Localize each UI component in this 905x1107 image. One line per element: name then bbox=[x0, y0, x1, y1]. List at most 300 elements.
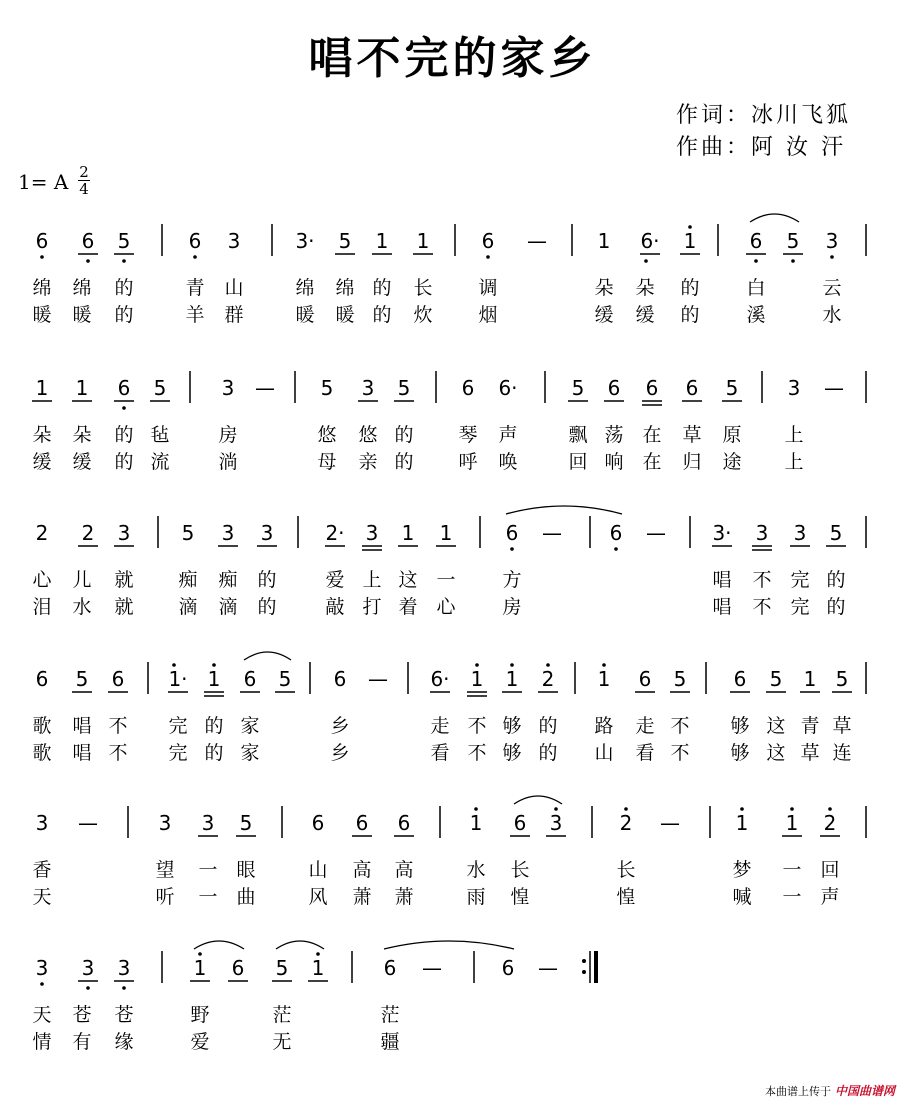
lyric-char: 绵 bbox=[335, 277, 355, 299]
lyric-char: 不 bbox=[670, 742, 690, 764]
lyric-char: 完 bbox=[790, 596, 810, 618]
lyric-char: 一 bbox=[436, 569, 456, 591]
lyric-char: 爱 bbox=[325, 569, 345, 591]
lyric-char: 完 bbox=[168, 742, 188, 764]
lyric-char: 缓 bbox=[594, 304, 614, 326]
lyric-char: 的 bbox=[394, 451, 414, 473]
note: 6 bbox=[81, 229, 95, 253]
lyric-char: 着 bbox=[398, 596, 418, 618]
tie-slur bbox=[514, 796, 562, 804]
note: 1 bbox=[735, 811, 749, 835]
note: 1 bbox=[311, 956, 325, 980]
high-octave-dot bbox=[546, 663, 550, 667]
note: 1 bbox=[439, 521, 453, 545]
tie-slur bbox=[750, 214, 799, 222]
lyric-char: 惶 bbox=[510, 886, 530, 908]
lyric-char: 就 bbox=[114, 596, 134, 618]
lyric-char: 暖 bbox=[32, 304, 52, 326]
note: 3 bbox=[221, 521, 235, 545]
lyric-char: 淌 bbox=[218, 451, 238, 473]
high-octave-dot bbox=[740, 807, 744, 811]
high-octave-dot bbox=[828, 807, 832, 811]
lyric-char: 绵 bbox=[295, 277, 315, 299]
note: — bbox=[660, 811, 680, 835]
lyric-char: 一 bbox=[782, 886, 802, 908]
note: 1 bbox=[193, 956, 207, 980]
lyric-char: 这 bbox=[766, 715, 786, 737]
note: — bbox=[538, 956, 558, 980]
lyric-char: 不 bbox=[108, 715, 128, 737]
lyric-char: 一 bbox=[198, 859, 218, 881]
lyric-char: 惶 bbox=[616, 886, 636, 908]
lyric-char: 苍 bbox=[114, 1004, 134, 1026]
note: 3 bbox=[81, 956, 95, 980]
lyric-char: 唤 bbox=[498, 451, 518, 473]
high-octave-dot bbox=[198, 952, 202, 956]
lyric-char: 的 bbox=[114, 277, 134, 299]
lyric-char: 滴 bbox=[218, 596, 238, 618]
repeat-dot bbox=[582, 959, 586, 963]
note: 1 bbox=[401, 521, 415, 545]
note: 5 bbox=[829, 521, 843, 545]
note: 6 bbox=[461, 376, 475, 400]
lyric-char: 青 bbox=[800, 715, 820, 737]
note: 6 bbox=[333, 667, 347, 691]
note: 6 bbox=[645, 376, 659, 400]
note: 6 bbox=[35, 229, 49, 253]
lyric-char: 乡 bbox=[330, 715, 350, 737]
note: 2 bbox=[541, 667, 555, 691]
lyric-char: 曲 bbox=[236, 886, 256, 908]
lyric-char: 完 bbox=[168, 715, 188, 737]
note: 2 bbox=[823, 811, 837, 835]
low-octave-dot bbox=[86, 259, 90, 263]
lyric-char: 心 bbox=[436, 596, 456, 618]
lyric-char: 绵 bbox=[72, 277, 92, 299]
lyric-char: 房 bbox=[502, 596, 522, 618]
lyric-char: 的 bbox=[680, 277, 700, 299]
high-octave-dot bbox=[475, 663, 479, 667]
lyric-char: 完 bbox=[790, 569, 810, 591]
lyric-char: 梦 bbox=[732, 859, 752, 881]
lyric-char: 爱 bbox=[190, 1031, 210, 1053]
time-signature-top: 2 bbox=[79, 163, 89, 181]
note: 1 bbox=[683, 229, 697, 253]
note: 5 bbox=[835, 667, 849, 691]
lyric-char: 的 bbox=[257, 569, 277, 591]
lyric-char: 打 bbox=[362, 596, 382, 618]
note: 6 bbox=[188, 229, 202, 253]
lyric-char: 归 bbox=[682, 451, 702, 473]
note: 3· bbox=[295, 229, 315, 253]
note: 3 bbox=[549, 811, 563, 835]
lyric-char: 的 bbox=[372, 304, 392, 326]
note: 3 bbox=[117, 956, 131, 980]
low-octave-dot bbox=[791, 259, 795, 263]
low-octave-dot bbox=[193, 255, 197, 259]
lyric-char: 上 bbox=[784, 424, 804, 446]
lyric-char: 够 bbox=[502, 715, 522, 737]
lyric-char: 房 bbox=[218, 424, 238, 446]
lyric-char: 乡 bbox=[330, 742, 350, 764]
note: 1 bbox=[597, 229, 611, 253]
lyric-char: 水 bbox=[72, 596, 92, 618]
low-octave-dot bbox=[122, 406, 126, 410]
lyric-char: 飘 bbox=[568, 424, 588, 446]
lyric-char: 连 bbox=[832, 742, 852, 764]
low-octave-dot bbox=[754, 259, 758, 263]
note: 5 bbox=[571, 376, 585, 400]
note: 5 bbox=[153, 376, 167, 400]
lyric-char: 云 bbox=[822, 277, 842, 299]
lyric-char: 缘 bbox=[114, 1031, 134, 1053]
high-octave-dot bbox=[554, 807, 558, 811]
note: 1 bbox=[375, 229, 389, 253]
note: 5 bbox=[275, 956, 289, 980]
high-octave-dot bbox=[624, 807, 628, 811]
note: 3 bbox=[755, 521, 769, 545]
lyric-char: 走 bbox=[430, 715, 450, 737]
note: 1 bbox=[75, 376, 89, 400]
high-octave-dot bbox=[212, 663, 216, 667]
lyric-char: 山 bbox=[594, 742, 614, 764]
lyric-char: 悠 bbox=[317, 424, 337, 446]
lyric-char: 天 bbox=[32, 886, 52, 908]
lyric-char: 荡 bbox=[604, 424, 624, 446]
lyric-char: 草 bbox=[832, 715, 852, 737]
footer bbox=[765, 1082, 895, 1099]
lyric-char: 白 bbox=[746, 277, 766, 299]
lyric-char: 疆 bbox=[380, 1031, 400, 1053]
note: 6 bbox=[733, 667, 747, 691]
lyric-char: 高 bbox=[394, 859, 414, 881]
tie-slur bbox=[276, 941, 324, 949]
lyric-char: 够 bbox=[502, 742, 522, 764]
lyric-char: 溪 bbox=[746, 304, 766, 326]
note: 1 bbox=[597, 667, 611, 691]
high-octave-dot bbox=[510, 663, 514, 667]
note: 1 bbox=[35, 376, 49, 400]
lyric-char: 路 bbox=[594, 715, 614, 737]
note: 3 bbox=[793, 521, 807, 545]
lyric-char: 的 bbox=[204, 742, 224, 764]
lyric-char: 看 bbox=[635, 742, 655, 764]
lyric-char: 儿 bbox=[72, 569, 92, 591]
lyric-char: 响 bbox=[604, 451, 624, 473]
lyric-char: 够 bbox=[730, 742, 750, 764]
lyric-char: 这 bbox=[398, 569, 418, 591]
lyric-char: 泪 bbox=[32, 596, 52, 618]
lyric-char: 的 bbox=[826, 569, 846, 591]
low-octave-dot bbox=[40, 982, 44, 986]
note: 5 bbox=[181, 521, 195, 545]
note: 2 bbox=[619, 811, 633, 835]
lyric-char: 不 bbox=[467, 715, 487, 737]
lyric-char: 暖 bbox=[72, 304, 92, 326]
lyric-char: 水 bbox=[466, 859, 486, 881]
high-octave-dot bbox=[172, 663, 176, 667]
note: 6 bbox=[111, 667, 125, 691]
lyric-char: 回 bbox=[568, 451, 588, 473]
lyric-char: 香 bbox=[32, 859, 52, 881]
note: 1 bbox=[505, 667, 519, 691]
note: — bbox=[542, 521, 562, 545]
lyric-char: 这 bbox=[766, 742, 786, 764]
lyric-char: 长 bbox=[510, 859, 530, 881]
repeat-dot bbox=[582, 970, 586, 974]
high-octave-dot bbox=[602, 663, 606, 667]
note: 6 bbox=[749, 229, 763, 253]
lyric-char: 萧 bbox=[394, 886, 414, 908]
lyric-char: 一 bbox=[198, 886, 218, 908]
lyric-char: 家 bbox=[240, 742, 260, 764]
low-octave-dot bbox=[830, 255, 834, 259]
note: — bbox=[824, 376, 844, 400]
lyric-char: 家 bbox=[240, 715, 260, 737]
lyric-char: 在 bbox=[642, 451, 662, 473]
lyric-char: 雨 bbox=[466, 886, 486, 908]
composer-credit: 作曲：阿 汝 汗 bbox=[676, 135, 846, 160]
lyric-char: 的 bbox=[680, 304, 700, 326]
note: 1 bbox=[207, 667, 221, 691]
lyric-char: 烟 bbox=[478, 304, 498, 326]
lyric-char: 情 bbox=[32, 1031, 52, 1053]
note: 6 bbox=[397, 811, 411, 835]
note: 6 bbox=[501, 956, 515, 980]
lyric-char: 眼 bbox=[236, 859, 256, 881]
lyric-char: 天 bbox=[32, 1004, 52, 1026]
lyric-char: 上 bbox=[784, 451, 804, 473]
note: — bbox=[78, 811, 98, 835]
lyric-char: 回 bbox=[820, 859, 840, 881]
note: — bbox=[527, 229, 547, 253]
lyric-char: 毡 bbox=[150, 424, 170, 446]
lyric-char: 羊 bbox=[185, 304, 205, 326]
note: 3 bbox=[35, 811, 49, 835]
note: 6· bbox=[640, 229, 660, 253]
low-octave-dot bbox=[86, 986, 90, 990]
lyric-char: 山 bbox=[224, 277, 244, 299]
lyric-char: 不 bbox=[108, 742, 128, 764]
lyric-char: 暖 bbox=[295, 304, 315, 326]
lyric-char: 唱 bbox=[712, 596, 732, 618]
note: 5 bbox=[786, 229, 800, 253]
lyric-char: 无 bbox=[272, 1031, 292, 1053]
lyric-char: 走 bbox=[635, 715, 655, 737]
lyric-char: 唱 bbox=[72, 715, 92, 737]
note: 5 bbox=[338, 229, 352, 253]
lyric-char: 的 bbox=[538, 715, 558, 737]
lyric-char: 的 bbox=[826, 596, 846, 618]
lyric-char: 原 bbox=[722, 424, 742, 446]
note: 6 bbox=[609, 521, 623, 545]
lyric-char: 方 bbox=[502, 569, 522, 591]
note: 1 bbox=[470, 667, 484, 691]
lyric-char: 上 bbox=[362, 569, 382, 591]
low-octave-dot bbox=[510, 547, 514, 551]
lyric-char: 高 bbox=[352, 859, 372, 881]
note: 1 bbox=[469, 811, 483, 835]
lyric-char: 喊 bbox=[732, 886, 752, 908]
site-logo: 中国曲谱网 bbox=[834, 1084, 895, 1098]
note: 2· bbox=[325, 521, 345, 545]
note: 3 bbox=[221, 376, 235, 400]
lyric-char: 不 bbox=[752, 569, 772, 591]
note: 3 bbox=[825, 229, 839, 253]
note: 1 bbox=[416, 229, 430, 253]
note: 1 bbox=[803, 667, 817, 691]
high-octave-dot bbox=[688, 225, 692, 229]
lyric-char: 缓 bbox=[32, 451, 52, 473]
note: 5 bbox=[239, 811, 253, 835]
lyric-char: 长 bbox=[616, 859, 636, 881]
lyric-char: 茫 bbox=[380, 1004, 400, 1026]
note: 1 bbox=[785, 811, 799, 835]
lyric-char: 琴 bbox=[458, 424, 478, 446]
note: 5 bbox=[320, 376, 334, 400]
lyric-char: 风 bbox=[308, 886, 328, 908]
note: 5 bbox=[75, 667, 89, 691]
lyric-char: 歌 bbox=[32, 715, 52, 737]
lyric-char: 水 bbox=[822, 304, 842, 326]
high-octave-dot bbox=[790, 807, 794, 811]
lyric-char: 的 bbox=[114, 424, 134, 446]
lyric-char: 的 bbox=[114, 451, 134, 473]
note: 3 bbox=[365, 521, 379, 545]
lyric-char: 草 bbox=[800, 742, 820, 764]
lyric-char: 望 bbox=[155, 859, 175, 881]
note: 3 bbox=[201, 811, 215, 835]
note: — bbox=[646, 521, 666, 545]
lyric-char: 在 bbox=[642, 424, 662, 446]
note: 3 bbox=[361, 376, 375, 400]
lyric-char: 的 bbox=[372, 277, 392, 299]
note: 6· bbox=[430, 667, 450, 691]
note: 2 bbox=[81, 521, 95, 545]
note: 3· bbox=[712, 521, 732, 545]
lyric-char: 青 bbox=[185, 277, 205, 299]
lyric-char: 一 bbox=[782, 859, 802, 881]
note: 5 bbox=[673, 667, 687, 691]
lyric-char: 草 bbox=[682, 424, 702, 446]
note: 3 bbox=[158, 811, 172, 835]
lyricist-credit: 作词：冰川飞狐 bbox=[676, 103, 852, 128]
note: 6 bbox=[685, 376, 699, 400]
note: — bbox=[368, 667, 388, 691]
footer-text: 本曲谱上传于 bbox=[764, 1084, 831, 1098]
lyric-char: 群 bbox=[224, 304, 244, 326]
lyric-char: 山 bbox=[308, 859, 328, 881]
lyric-char: 唱 bbox=[72, 742, 92, 764]
lyric-char: 朵 bbox=[635, 277, 655, 299]
note: 5 bbox=[117, 229, 131, 253]
lyric-char: 萧 bbox=[352, 886, 372, 908]
note: 3 bbox=[35, 956, 49, 980]
lyric-char: 野 bbox=[190, 1004, 210, 1026]
lyric-char: 途 bbox=[722, 451, 742, 473]
note: 3 bbox=[227, 229, 241, 253]
lyric-char: 暖 bbox=[335, 304, 355, 326]
note: — bbox=[422, 956, 442, 980]
lyric-char: 悠 bbox=[358, 424, 378, 446]
note: 6 bbox=[481, 229, 495, 253]
note: 6 bbox=[355, 811, 369, 835]
lyric-char: 有 bbox=[72, 1031, 92, 1053]
lyric-char: 心 bbox=[32, 569, 52, 591]
lyric-char: 看 bbox=[430, 742, 450, 764]
note: 6 bbox=[311, 811, 325, 835]
note: 5 bbox=[725, 376, 739, 400]
lyric-char: 缓 bbox=[72, 451, 92, 473]
note: 6 bbox=[35, 667, 49, 691]
note: 6 bbox=[231, 956, 245, 980]
lyric-char: 不 bbox=[467, 742, 487, 764]
note: 3 bbox=[260, 521, 274, 545]
note: 6 bbox=[383, 956, 397, 980]
lyric-char: 炊 bbox=[413, 304, 433, 326]
low-octave-dot bbox=[644, 259, 648, 263]
key-signature: 1= A bbox=[18, 170, 69, 194]
note: — bbox=[255, 376, 275, 400]
note: 5 bbox=[769, 667, 783, 691]
lyric-char: 绵 bbox=[32, 277, 52, 299]
low-octave-dot bbox=[614, 547, 618, 551]
lyric-char: 苍 bbox=[72, 1004, 92, 1026]
tie-slur bbox=[384, 941, 514, 949]
lyric-char: 滴 bbox=[178, 596, 198, 618]
lyric-char: 流 bbox=[150, 451, 170, 473]
lyric-char: 朵 bbox=[32, 424, 52, 446]
note: 3 bbox=[787, 376, 801, 400]
lyric-char: 声 bbox=[498, 424, 518, 446]
lyric-char: 朵 bbox=[72, 424, 92, 446]
lyric-char: 的 bbox=[257, 596, 277, 618]
lyric-char: 歌 bbox=[32, 742, 52, 764]
time-signature-bottom: 4 bbox=[79, 180, 89, 198]
lyric-char: 的 bbox=[114, 304, 134, 326]
lyric-char: 呼 bbox=[458, 451, 478, 473]
note: 5 bbox=[397, 376, 411, 400]
note: 6 bbox=[513, 811, 527, 835]
low-octave-dot bbox=[122, 986, 126, 990]
tie-slur bbox=[506, 506, 622, 514]
lyric-char: 不 bbox=[670, 715, 690, 737]
note: 3 bbox=[117, 521, 131, 545]
lyric-char: 母 bbox=[317, 451, 337, 473]
lyric-char: 听 bbox=[155, 886, 175, 908]
lyric-char: 茫 bbox=[272, 1004, 292, 1026]
lyric-char: 唱 bbox=[712, 569, 732, 591]
lyric-char: 声 bbox=[820, 886, 840, 908]
lyric-char: 够 bbox=[730, 715, 750, 737]
tie-slur bbox=[194, 941, 244, 949]
low-octave-dot bbox=[122, 259, 126, 263]
lyric-char: 痴 bbox=[218, 569, 238, 591]
note: 6 bbox=[607, 376, 621, 400]
note: 6 bbox=[243, 667, 257, 691]
high-octave-dot bbox=[474, 807, 478, 811]
lyric-char: 朵 bbox=[594, 277, 614, 299]
tie-slur bbox=[244, 652, 291, 660]
note: 6· bbox=[498, 376, 518, 400]
lyric-char: 不 bbox=[752, 596, 772, 618]
lyric-char: 敲 bbox=[325, 596, 345, 618]
lyric-char: 亲 bbox=[358, 451, 378, 473]
note: 6 bbox=[117, 376, 131, 400]
low-octave-dot bbox=[40, 255, 44, 259]
lyric-char: 缓 bbox=[635, 304, 655, 326]
note: 6 bbox=[505, 521, 519, 545]
